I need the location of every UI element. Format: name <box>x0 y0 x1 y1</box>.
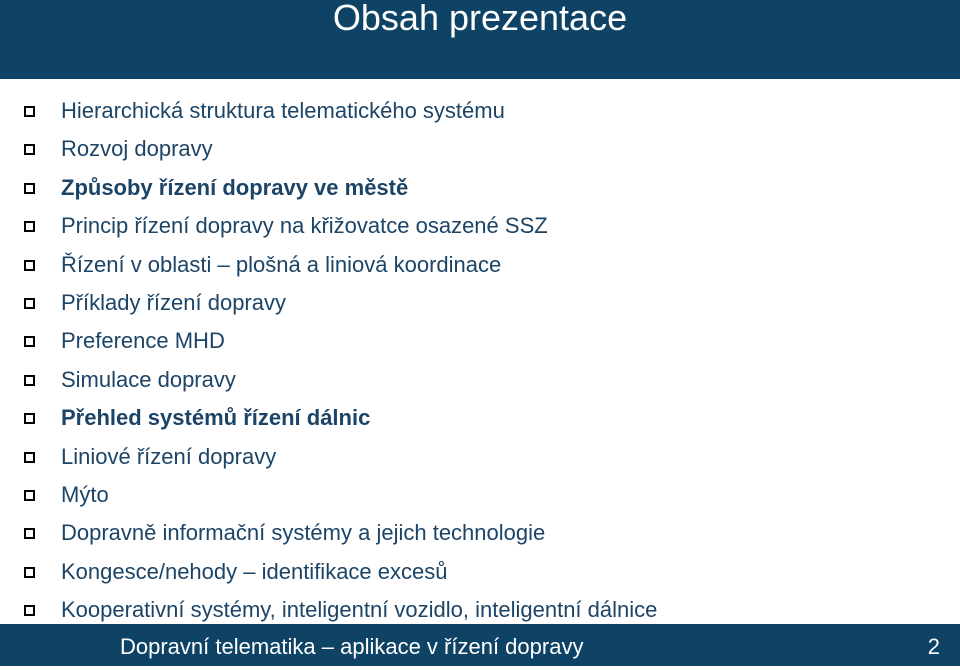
hollow-square-icon <box>24 490 35 501</box>
list-item-text: Hierarchická struktura telematického systému <box>61 98 505 123</box>
list-item-text: Příklady řízení dopravy <box>61 289 286 315</box>
hollow-square-icon <box>24 106 35 117</box>
hollow-square-icon <box>24 528 35 539</box>
list-item <box>0 438 960 476</box>
footer-title: Dopravní telematika – aplikace v řízení dopravy <box>120 634 584 659</box>
list-item-text: Kooperativní systémy, inteligentní vozidlo, inteligentní dálnice <box>61 597 658 623</box>
list-item-text: Řízení v oblasti – plošná a liniová koordinace <box>61 251 502 277</box>
list-item <box>0 92 960 130</box>
hollow-square-icon <box>24 413 35 424</box>
hollow-square-icon <box>24 375 35 386</box>
hollow-square-icon <box>24 567 35 578</box>
list-item <box>0 130 960 168</box>
list-item-text: Rozvoj dopravy <box>61 136 213 162</box>
hollow-square-icon <box>24 336 35 347</box>
list-item-text: Kongesce/nehody – identifikace excesů <box>61 558 448 584</box>
list-item <box>0 246 960 284</box>
hollow-square-icon <box>24 183 35 194</box>
list-item-text: Princip řízení dopravy na křižovatce osazené SSZ <box>61 213 548 239</box>
list-item-text: Přehled systémů řízení dálnic <box>61 405 371 431</box>
list-item-text: Mýto <box>61 481 109 507</box>
list-item-text: Způsoby řízení dopravy ve městě <box>61 174 409 200</box>
list-item <box>0 361 960 399</box>
title-bar <box>0 0 960 79</box>
slide-number: 2 <box>927 634 940 659</box>
list-item-text: Simulace dopravy <box>61 366 236 392</box>
list-item <box>0 514 960 552</box>
hollow-square-icon <box>24 144 35 155</box>
list-item <box>0 169 960 207</box>
list-item <box>0 322 960 360</box>
hollow-square-icon <box>24 221 35 232</box>
list-item <box>0 207 960 245</box>
list-item-text: Liniové řízení dopravy <box>61 443 277 469</box>
list-item-text: Preference MHD <box>61 328 225 354</box>
list-item <box>0 476 960 514</box>
bullet-list <box>0 92 960 629</box>
hollow-square-icon <box>24 260 35 271</box>
hollow-square-icon <box>24 605 35 616</box>
footer-bar <box>0 624 960 666</box>
hollow-square-icon <box>24 298 35 309</box>
list-item-text: Dopravně informační systémy a jejich technologie <box>61 520 546 546</box>
list-item <box>0 284 960 322</box>
hollow-square-icon <box>24 452 35 463</box>
slide-title: Obsah prezentace <box>332 0 628 38</box>
list-item <box>0 553 960 591</box>
list-item <box>0 399 960 437</box>
